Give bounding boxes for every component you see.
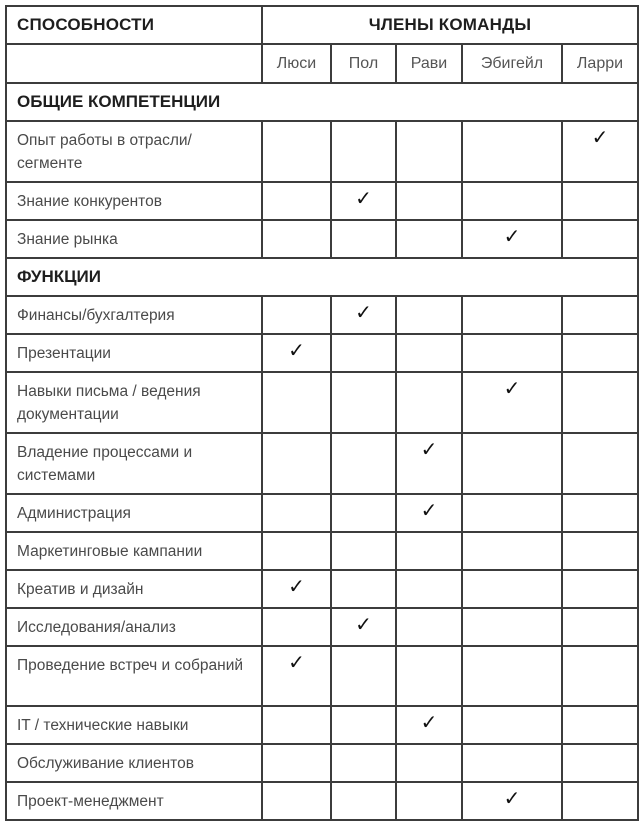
cell-paul xyxy=(331,121,396,182)
cell-abigail xyxy=(462,220,562,258)
cell-abigail xyxy=(462,782,562,820)
cell-paul xyxy=(331,372,396,433)
cell-abigail xyxy=(462,646,562,706)
skill-name: Проект-менеджмент xyxy=(6,782,262,820)
cell-paul xyxy=(331,220,396,258)
cell-ravi xyxy=(396,334,462,372)
cell-lucy xyxy=(262,182,331,220)
cell-abigail xyxy=(462,372,562,433)
skill-name: Знание конкурентов xyxy=(6,182,262,220)
cell-larry xyxy=(562,782,638,820)
cell-ravi xyxy=(396,220,462,258)
cell-ravi xyxy=(396,433,462,494)
cell-lucy xyxy=(262,646,331,706)
cell-larry xyxy=(562,608,638,646)
cell-lucy xyxy=(262,532,331,570)
skill-row xyxy=(6,570,638,608)
section-title: ФУНКЦИИ xyxy=(6,258,638,296)
checkmark-icon: ✓ xyxy=(355,614,372,636)
cell-ravi xyxy=(396,646,462,706)
cell-larry xyxy=(562,121,638,182)
cell-larry xyxy=(562,334,638,372)
cell-lucy xyxy=(262,372,331,433)
checkmark-icon: ✓ xyxy=(503,788,521,810)
table-body xyxy=(6,83,638,820)
cell-paul xyxy=(331,570,396,608)
checkmark-icon: ✓ xyxy=(503,378,521,400)
title-row xyxy=(6,6,638,44)
skill-name: Знание рынка xyxy=(6,220,262,258)
cell-larry xyxy=(562,646,638,706)
checkmark-icon: ✓ xyxy=(288,652,305,674)
cell-lucy xyxy=(262,608,331,646)
cell-paul xyxy=(331,608,396,646)
skill-row xyxy=(6,608,638,646)
skill-name: Проведение встреч и собраний xyxy=(6,646,262,706)
skills-column-header: СПОСОБНОСТИ xyxy=(6,6,262,44)
cell-ravi xyxy=(396,372,462,433)
skill-row xyxy=(6,532,638,570)
section-header-row xyxy=(6,258,638,296)
member-header-ravi: Рави xyxy=(396,44,462,83)
cell-larry xyxy=(562,494,638,532)
cell-ravi xyxy=(396,706,462,744)
skill-row xyxy=(6,494,638,532)
cell-ravi xyxy=(396,570,462,608)
skills-matrix-table xyxy=(5,5,639,821)
cell-ravi xyxy=(396,182,462,220)
cell-larry xyxy=(562,372,638,433)
cell-lucy xyxy=(262,782,331,820)
team-members-header: ЧЛЕНЫ КОМАНДЫ xyxy=(262,6,638,44)
empty-corner-cell xyxy=(6,44,262,83)
checkmark-icon: ✓ xyxy=(355,302,372,324)
skill-row xyxy=(6,744,638,782)
cell-larry xyxy=(562,744,638,782)
cell-larry xyxy=(562,433,638,494)
cell-lucy xyxy=(262,744,331,782)
cell-paul xyxy=(331,744,396,782)
skill-row xyxy=(6,372,638,433)
cell-larry xyxy=(562,570,638,608)
cell-ravi xyxy=(396,782,462,820)
cell-larry xyxy=(562,182,638,220)
cell-lucy xyxy=(262,220,331,258)
skill-name: IT / технические навыки xyxy=(6,706,262,744)
cell-abigail xyxy=(462,296,562,334)
cell-paul xyxy=(331,296,396,334)
checkmark-icon: ✓ xyxy=(288,340,305,362)
cell-paul xyxy=(331,782,396,820)
member-header-paul: Пол xyxy=(331,44,396,83)
skill-name: Финансы/бухгалтерия xyxy=(6,296,262,334)
cell-abigail xyxy=(462,121,562,182)
checkmark-icon: ✓ xyxy=(355,188,372,210)
skill-row xyxy=(6,182,638,220)
cell-ravi xyxy=(396,494,462,532)
cell-paul xyxy=(331,494,396,532)
section-header-row xyxy=(6,83,638,121)
skill-row xyxy=(6,782,638,820)
cell-paul xyxy=(331,433,396,494)
cell-lucy xyxy=(262,121,331,182)
skill-name: Креатив и дизайн xyxy=(6,570,262,608)
cell-abigail xyxy=(462,706,562,744)
skill-name: Навыки письма / ведения документации xyxy=(6,372,262,433)
skill-name: Администрация xyxy=(6,494,262,532)
checkmark-icon: ✓ xyxy=(591,127,609,149)
checkmark-icon: ✓ xyxy=(420,500,438,522)
member-header-larry: Ларри xyxy=(562,44,638,83)
skill-row xyxy=(6,646,638,706)
cell-larry xyxy=(562,220,638,258)
skill-name: Обслуживание клиентов xyxy=(6,744,262,782)
skill-name: Исследования/анализ xyxy=(6,608,262,646)
checkmark-icon: ✓ xyxy=(420,712,438,734)
cell-abigail xyxy=(462,494,562,532)
cell-ravi xyxy=(396,296,462,334)
skill-name: Опыт работы в отрасли/ сегменте xyxy=(6,121,262,182)
skill-name: Владение процессами и системами xyxy=(6,433,262,494)
cell-paul xyxy=(331,646,396,706)
cell-abigail xyxy=(462,744,562,782)
skill-row xyxy=(6,220,638,258)
cell-ravi xyxy=(396,744,462,782)
cell-lucy xyxy=(262,433,331,494)
checkmark-icon: ✓ xyxy=(288,576,305,598)
cell-abigail xyxy=(462,570,562,608)
cell-abigail xyxy=(462,433,562,494)
skill-row xyxy=(6,296,638,334)
cell-abigail xyxy=(462,608,562,646)
cell-ravi xyxy=(396,608,462,646)
cell-paul xyxy=(331,334,396,372)
cell-abigail xyxy=(462,334,562,372)
cell-ravi xyxy=(396,532,462,570)
member-names-row xyxy=(6,44,638,83)
section-title: ОБЩИЕ КОМПЕТЕНЦИИ xyxy=(6,83,638,121)
skill-row xyxy=(6,433,638,494)
checkmark-icon: ✓ xyxy=(420,439,438,461)
cell-paul xyxy=(331,532,396,570)
cell-lucy xyxy=(262,296,331,334)
cell-abigail xyxy=(462,182,562,220)
cell-lucy xyxy=(262,494,331,532)
cell-ravi xyxy=(396,121,462,182)
skill-row xyxy=(6,121,638,182)
skill-row xyxy=(6,706,638,744)
skill-row xyxy=(6,334,638,372)
cell-paul xyxy=(331,182,396,220)
member-header-lucy: Люси xyxy=(262,44,331,83)
skill-name: Маркетинговые кампании xyxy=(6,532,262,570)
member-header-abigail: Эбигейл xyxy=(462,44,562,83)
cell-larry xyxy=(562,706,638,744)
cell-lucy xyxy=(262,334,331,372)
cell-lucy xyxy=(262,570,331,608)
checkmark-icon: ✓ xyxy=(503,226,521,248)
cell-larry xyxy=(562,296,638,334)
cell-larry xyxy=(562,532,638,570)
cell-lucy xyxy=(262,706,331,744)
skill-name: Презентации xyxy=(6,334,262,372)
cell-paul xyxy=(331,706,396,744)
cell-abigail xyxy=(462,532,562,570)
